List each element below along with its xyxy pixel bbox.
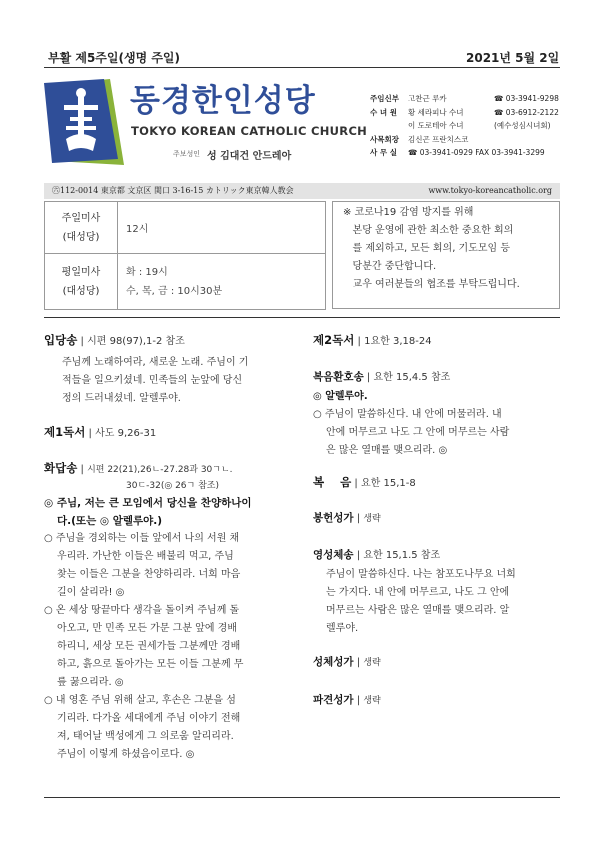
contact-label: 사 무 실 (370, 148, 397, 157)
contact-name: 고찬근 루카 (408, 94, 447, 103)
section-divider (44, 317, 560, 318)
section-title: 파견성가 (313, 694, 354, 706)
church-website: www.tokyo-koreancatholic.org (428, 186, 552, 195)
section-title: 봉헌성가 (313, 512, 354, 524)
gospel-heading: 복 음 | 요한 15,1-8 (313, 475, 416, 489)
issue-date: 2021년 5월 2일 (466, 51, 560, 65)
section-title: 화답송 (44, 461, 78, 475)
contact-row (370, 119, 570, 133)
contact-row (370, 106, 570, 120)
gospel-acclamation-heading: 복음환호송 | 요한 15,4.5 참조 (313, 371, 451, 383)
gospel-acclamation-verse: ○ 주님이 말씀하신다. 내 안에 머물러라. 내 안에 머무르고 나도 그 안에 머무르는 사람 은 많은 열매를 맺으리라. ◎ (313, 409, 510, 456)
mass-time-cell (118, 254, 326, 310)
section-title: 성체성가 (313, 656, 354, 668)
section-title: 제2독서 (313, 333, 355, 347)
mass-type-cell (45, 254, 118, 310)
contact-phone: ☎ 03-3941-9298 (494, 94, 559, 103)
psalm-response: ◎ 주님, 저는 큰 모임에서 당신을 찬양하나이 다.(또는 ◎ 알렐루야.) (44, 497, 252, 527)
notice-line: 를 제외하고, 모든 회의, 기도모임 등 (343, 243, 511, 254)
section-title: 복 음 (313, 475, 352, 489)
section-ref: 요한 15,1-8 (360, 478, 416, 489)
footer-divider (44, 797, 560, 798)
notice-box (332, 201, 560, 309)
section-title: 입당송 (44, 333, 78, 347)
mass-venue: (대성당) (62, 231, 100, 243)
recessional-heading: 파견성가 | 생략 (313, 694, 381, 706)
psalm-verse: ○ 주님을 경외하는 이들 앞에서 나의 서원 채 우리라. 가난한 이들은 배불리 먹고, 주님 찾는 이들은 그분을 찬양하리라. 너희 마음 길이 살리라! ◎ (44, 533, 241, 598)
contact-label: 수 녀 원 (370, 107, 397, 117)
mass-time-cell (118, 202, 326, 254)
section-ref: 1요한 3,18-24 (364, 336, 432, 347)
communion-antiphon-text: 주님이 말씀하신다. 나는 참포도나무요 너희 는 가지다. 내 안에 머무르고, 나도 그 안에 머무르는 사람은 많은 열매를 맺으리라. 알 렐루야. (326, 569, 516, 634)
mass-schedule-table (44, 201, 326, 310)
section-title: 제1독서 (44, 425, 86, 439)
offertory-heading: 봉헌성가 | 생략 (313, 512, 381, 524)
entrance-antiphon-heading: 입당송 | 시편 98(97),1-2 참조 (44, 333, 185, 347)
contact-phone: ☎ 03-6912-2122 (494, 107, 559, 117)
contact-label: 사목회장 (370, 134, 399, 144)
psalm-verse: ○ 내 영혼 주님 위해 살고, 후손은 그분을 섬 기리라. 다가올 세대에게 주님 이야기 전해 져, 태어날 백성에게 그 의로움 알리리라. 주님이 이렇게 하셨음이로다. ◎ (44, 695, 241, 760)
section-ref: 요한 15,1.5 참조 (363, 550, 441, 561)
contact-name: 김신곤 프란치스코 (408, 134, 469, 144)
mass-time: 12시 (126, 224, 149, 235)
gospel-acclamation-response: ◎ 알렐루야. (313, 391, 368, 402)
church-address: ㊅112-0014 東京都 文京区 関口 3-16-15 カトリック東京韓人教会 (52, 186, 294, 195)
contact-row (370, 92, 570, 106)
section-title: 영성체송 (313, 549, 354, 561)
communion-antiphon-heading: 영성체송 | 요한 15,1.5 참조 (313, 549, 441, 561)
notice-line: ※ 코로나19 감염 방지를 위해 (343, 207, 474, 218)
contact-name: ☎ 03-3941-0929 FAX 03-3941-3299 (408, 148, 545, 157)
liturgical-day: 부활 제5주일(생명 주일) (48, 51, 181, 65)
church-name-en: TOKYO KOREAN CATHOLIC CHURCH (131, 124, 368, 138)
section-ref: 시편 98(97),1-2 참조 (87, 336, 185, 347)
patron-label: 주보성인 (173, 150, 201, 158)
contact-name: 황 세라피나 수녀 (408, 107, 464, 117)
contact-row (370, 146, 570, 160)
left-column (44, 332, 309, 764)
section-ref: 요한 15,4.5 참조 (373, 372, 451, 383)
psalm-verse: ○ 온 세상 땅끝마다 생각을 돌이켜 주님께 돌 아오고, 만 민족 모든 가문 그분 앞에 경배 하리니, 세상 모든 권세가들 그분께만 경배 하고, 흙으로 돌아가는 모든 이들 그분께 무 릎 꿇으리라. ◎ (44, 605, 244, 688)
table-row (45, 202, 326, 254)
mass-type-cell (45, 202, 118, 254)
communion-hymn-heading: 성체성가 | 생략 (313, 656, 381, 668)
church-name-ko: 동경한인성당 (130, 83, 316, 119)
psalm-heading: 화답송 | 시편 22(21),26ㄴ-27.28과 30ㄱㄴ. 30ㄷ-32(◎ 26ㄱ 참조) (44, 460, 309, 491)
section-title: 복음환호송 (313, 371, 364, 383)
section-ref: 시편 22(21),26ㄴ-27.28과 30ㄱㄴ. (87, 465, 233, 475)
section-ref: 사도 9,26-31 (95, 428, 157, 439)
entrance-antiphon-text: 주님께 노래하여라, 새로운 노래. 주님이 기 적들을 일으키셨네. 민족들의 눈앞에 당신 정의 드러내셨네. 알렐루야. (62, 357, 249, 404)
address-bar (44, 183, 560, 199)
contact-phone: (예수성심시녀회) (494, 121, 551, 130)
contact-label: 주임신부 (370, 94, 399, 103)
section-ref: 30ㄷ-32(◎ 26ㄱ 참조) (126, 481, 219, 491)
contact-name: 이 도로테아 수녀 (408, 121, 464, 130)
first-reading-heading: 제1독서 | 사도 9,26-31 (44, 425, 157, 439)
notice-line: 당분간 중단합니다. (343, 261, 437, 272)
header-divider (44, 67, 560, 68)
patron-name: 성 김대건 안드레아 (207, 151, 292, 162)
church-logo (44, 79, 124, 165)
mass-venue: (대성당) (62, 285, 100, 297)
section-ref: 생략 (363, 514, 381, 524)
table-row (45, 254, 326, 310)
right-column (313, 332, 561, 714)
notice-line: 본당 운영에 관한 최소한 중요한 회의 (343, 225, 514, 236)
second-reading-heading: 제2독서 | 1요한 3,18-24 (313, 333, 432, 347)
mass-type: 평일미사 (61, 266, 101, 278)
mass-time: 화 : 19시 (126, 266, 168, 278)
mass-time: 수, 목, 금 : 10시30분 (126, 285, 223, 297)
section-ref: 생략 (363, 658, 381, 668)
contact-row (370, 133, 570, 147)
mass-type: 주일미사 (61, 212, 101, 224)
contact-list (370, 92, 570, 160)
section-ref: 생략 (363, 696, 381, 706)
notice-line: 교우 여러분들의 협조를 부탁드립니다. (343, 279, 520, 290)
